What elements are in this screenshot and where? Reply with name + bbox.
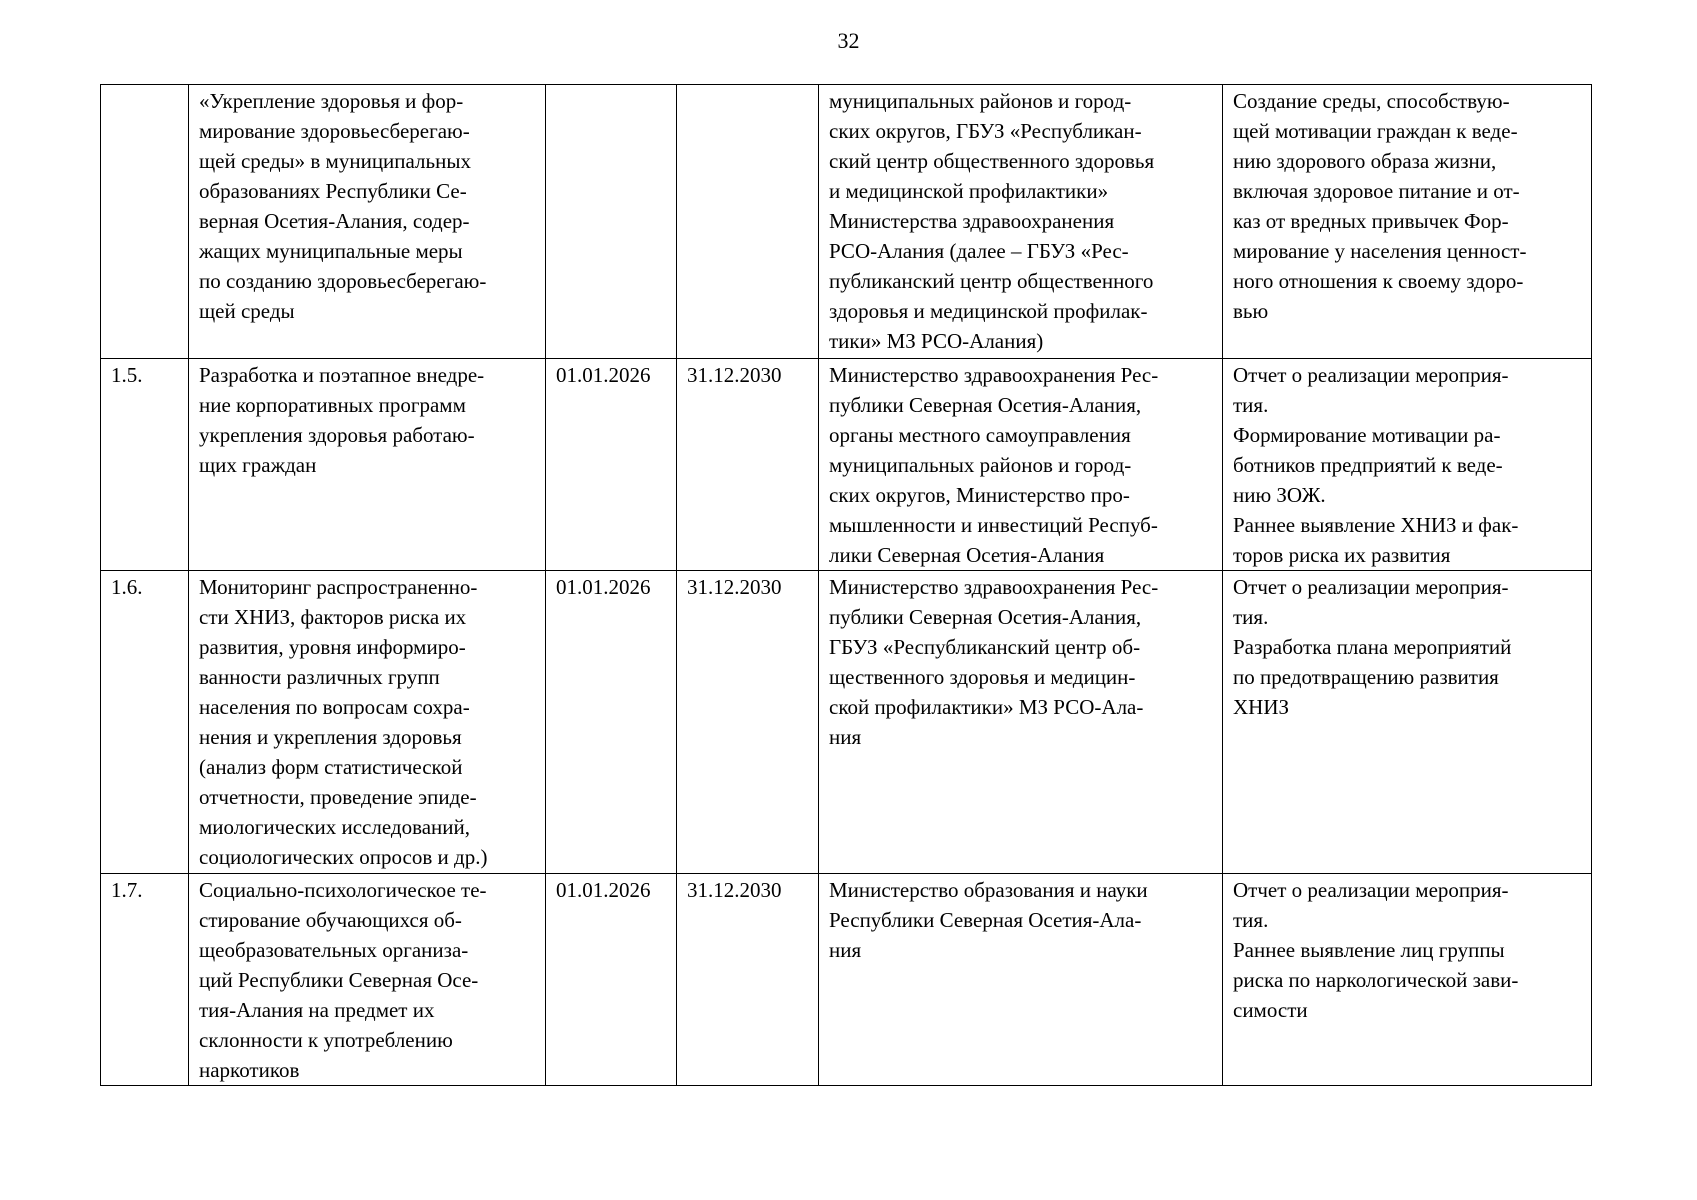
start-date-cell: 01.01.2026 <box>546 359 677 571</box>
table-row <box>101 85 1592 359</box>
expected-result-cell: Создание среды, способствую- щей мотивации граждан к веде- нию здорового образа жизни, включая здоровое питание и от- каз от вредных привычек Фор- мирование у населения ценност- ного отношения к своему здоро- вью <box>1223 85 1592 359</box>
table-row <box>101 359 1592 571</box>
responsible-cell: муниципальных районов и город- ских округов, ГБУЗ «Республикан- ский центр общественного здоровья и медицинской профилактики» Министерства здравоохранения РСО-Алания (далее – ГБУЗ «Рес- публиканский центр общественного здоровья и медицинской профилак- тики» МЗ РСО-Алания) <box>819 85 1223 359</box>
item-number-cell: 1.6. <box>101 571 189 874</box>
end-date-cell <box>677 85 819 359</box>
measure-name-cell: «Укрепление здоровья и фор- мирование здоровьесберегаю- щей среды» в муниципальных образованиях Республики Се- верная Осетия-Алания, содер- жащих муниципальные меры по созданию здоровьесберегаю- щей среды <box>189 85 546 359</box>
measure-name-cell: Мониторинг распространенно- сти ХНИЗ, факторов риска их развития, уровня информиро- ванности различных групп населения по вопросам сохра- нения и укрепления здоровья (анализ форм статистической отчетности, проведение эпиде- миологических исследований, социологических опросов и др.) <box>189 571 546 874</box>
expected-result-cell: Отчет о реализации мероприя- тия. Разработка плана мероприятий по предотвращению развития ХНИЗ <box>1223 571 1592 874</box>
table-row <box>101 874 1592 1086</box>
measure-name-cell: Социально-психологическое те- стирование обучающихся об- щеобразовательных организа- ций Республики Северная Осе- тия-Алания на предмет их склонности к употреблению наркотиков <box>189 874 546 1086</box>
table-row <box>101 571 1592 874</box>
end-date-cell: 31.12.2030 <box>677 359 819 571</box>
start-date-cell <box>546 85 677 359</box>
start-date-cell: 01.01.2026 <box>546 874 677 1086</box>
item-number-cell: 1.7. <box>101 874 189 1086</box>
expected-result-cell: Отчет о реализации мероприя- тия. Формирование мотивации ра- ботников предприятий к веде- нию ЗОЖ. Раннее выявление ХНИЗ и фак- торов риска их развития <box>1223 359 1592 571</box>
item-number-cell <box>101 85 189 359</box>
measures-table <box>100 84 1592 1086</box>
end-date-cell: 31.12.2030 <box>677 874 819 1086</box>
end-date-cell: 31.12.2030 <box>677 571 819 874</box>
start-date-cell: 01.01.2026 <box>546 571 677 874</box>
responsible-cell: Министерство здравоохранения Рес- публики Северная Осетия-Алания, органы местного самоуправления муниципальных районов и город- ских округов, Министерство про- мышленности и инвестиций Респуб- лики Северная Осетия-Алания <box>819 359 1223 571</box>
responsible-cell: Министерство образования и науки Республики Северная Осетия-Ала- ния <box>819 874 1223 1086</box>
page-number: 32 <box>837 28 860 53</box>
item-number-cell: 1.5. <box>101 359 189 571</box>
expected-result-cell: Отчет о реализации мероприя- тия. Раннее выявление лиц группы риска по наркологической зави- симости <box>1223 874 1592 1086</box>
measure-name-cell: Разработка и поэтапное внедре- ние корпоративных программ укрепления здоровья работаю- щих граждан <box>189 359 546 571</box>
responsible-cell: Министерство здравоохранения Рес- публики Северная Осетия-Алания, ГБУЗ «Республиканский центр об- щественного здоровья и медицин- ской профилактики» МЗ РСО-Ала- ния <box>819 571 1223 874</box>
